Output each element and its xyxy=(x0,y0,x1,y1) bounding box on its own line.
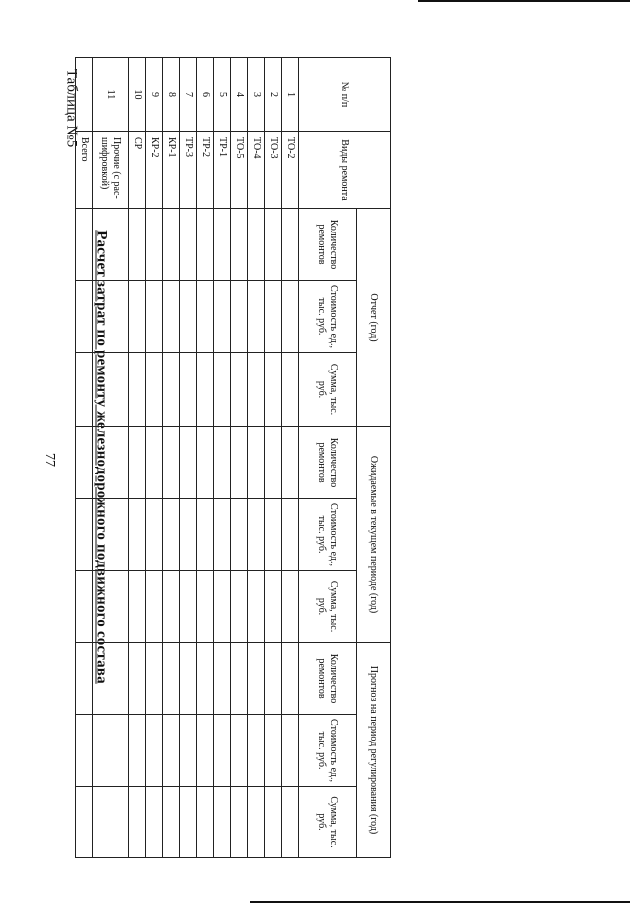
empty-value-cell xyxy=(197,209,214,281)
empty-value-cell xyxy=(163,715,180,787)
empty-value-cell xyxy=(248,787,265,858)
table-row xyxy=(93,58,129,858)
empty-value-cell xyxy=(93,787,129,858)
row-number-cell: 6 xyxy=(197,58,214,132)
repair-kind-cell: КР-2 xyxy=(146,132,163,209)
empty-value-cell xyxy=(231,499,248,571)
empty-value-cell xyxy=(248,643,265,715)
empty-value-cell xyxy=(248,209,265,281)
header-forecast-sum: Сумма, тыс. руб. xyxy=(299,787,357,858)
empty-value-cell xyxy=(231,643,248,715)
table-row xyxy=(163,58,180,858)
empty-value-cell xyxy=(129,209,146,281)
empty-value-cell xyxy=(231,281,248,353)
header-repair-kind: Виды ремонта xyxy=(299,132,391,209)
empty-value-cell xyxy=(163,281,180,353)
table-row xyxy=(231,58,248,858)
empty-value-cell xyxy=(214,209,231,281)
empty-value-cell xyxy=(129,499,146,571)
empty-value-cell xyxy=(180,715,197,787)
table-row xyxy=(76,58,93,858)
table-row xyxy=(129,58,146,858)
repair-kind-cell: ТР-1 xyxy=(214,132,231,209)
row-number-cell: 10 xyxy=(129,58,146,132)
empty-value-cell xyxy=(231,571,248,643)
empty-value-cell xyxy=(214,715,231,787)
empty-value-cell xyxy=(282,715,299,787)
empty-value-cell xyxy=(214,427,231,499)
empty-value-cell xyxy=(146,643,163,715)
empty-value-cell xyxy=(163,209,180,281)
empty-value-cell xyxy=(146,715,163,787)
empty-value-cell xyxy=(146,209,163,281)
top-edge-line xyxy=(418,0,630,2)
empty-value-cell xyxy=(93,353,129,427)
empty-value-cell xyxy=(76,281,93,353)
empty-value-cell xyxy=(214,571,231,643)
empty-value-cell xyxy=(76,209,93,281)
empty-value-cell xyxy=(214,281,231,353)
empty-value-cell xyxy=(282,571,299,643)
empty-value-cell xyxy=(265,209,282,281)
empty-value-cell xyxy=(282,427,299,499)
empty-value-cell xyxy=(146,427,163,499)
empty-value-cell xyxy=(265,281,282,353)
row-number-cell: 9 xyxy=(146,58,163,132)
repair-kind-cell: ТО-3 xyxy=(265,132,282,209)
empty-value-cell xyxy=(129,643,146,715)
empty-value-cell xyxy=(248,715,265,787)
header-report-sum: Сумма, тыс. руб. xyxy=(299,353,357,427)
empty-value-cell xyxy=(93,571,129,643)
row-number-cell: 1 xyxy=(282,58,299,132)
empty-value-cell xyxy=(197,281,214,353)
empty-value-cell xyxy=(231,787,248,858)
empty-value-cell xyxy=(129,281,146,353)
empty-value-cell xyxy=(129,715,146,787)
empty-value-cell xyxy=(180,643,197,715)
empty-value-cell xyxy=(265,353,282,427)
empty-value-cell xyxy=(146,499,163,571)
empty-value-cell xyxy=(214,499,231,571)
empty-value-cell xyxy=(93,281,129,353)
empty-value-cell xyxy=(265,571,282,643)
repair-kind-cell: СР xyxy=(129,132,146,209)
empty-value-cell xyxy=(265,787,282,858)
empty-value-cell xyxy=(180,353,197,427)
empty-value-cell xyxy=(214,643,231,715)
empty-value-cell xyxy=(76,571,93,643)
empty-value-cell xyxy=(129,571,146,643)
row-number-cell xyxy=(76,58,93,132)
empty-value-cell xyxy=(265,427,282,499)
empty-value-cell xyxy=(197,427,214,499)
document-title: Расчет затрат по ремонту железнодорожного подвижного состава xyxy=(93,230,110,684)
header-report-unit-cost: Стоимость ед., тыс. руб. xyxy=(299,281,357,353)
empty-value-cell xyxy=(231,353,248,427)
header-expected-unit-cost: Стоимость ед., тыс. руб. xyxy=(299,499,357,571)
empty-value-cell xyxy=(129,787,146,858)
page-number: 77 xyxy=(42,453,57,467)
repair-kind-cell: Всего xyxy=(76,132,93,209)
empty-value-cell xyxy=(76,787,93,858)
empty-value-cell xyxy=(248,353,265,427)
empty-value-cell xyxy=(265,499,282,571)
empty-value-cell xyxy=(231,427,248,499)
empty-value-cell xyxy=(180,571,197,643)
empty-value-cell xyxy=(282,281,299,353)
repair-kind-cell: ТО-2 xyxy=(282,132,299,209)
empty-value-cell xyxy=(93,715,129,787)
empty-value-cell xyxy=(265,715,282,787)
empty-value-cell xyxy=(93,499,129,571)
empty-value-cell xyxy=(129,353,146,427)
empty-value-cell xyxy=(146,281,163,353)
empty-value-cell xyxy=(76,353,93,427)
repair-kind-cell: ТР-2 xyxy=(197,132,214,209)
empty-value-cell xyxy=(248,571,265,643)
empty-value-cell xyxy=(248,281,265,353)
empty-value-cell xyxy=(93,643,129,715)
empty-value-cell xyxy=(163,787,180,858)
row-number-cell: 5 xyxy=(214,58,231,132)
empty-value-cell xyxy=(163,427,180,499)
header-group-report: Отчет (год) xyxy=(357,209,391,427)
empty-value-cell xyxy=(163,353,180,427)
header-group-forecast: Прогноз на период регулирования (год) xyxy=(357,643,391,858)
empty-value-cell xyxy=(146,787,163,858)
row-number-cell: 7 xyxy=(180,58,197,132)
table-row xyxy=(282,58,299,858)
header-group-expected: Ожидаемые в текущем периоде (год) xyxy=(357,427,391,643)
table-row xyxy=(146,58,163,858)
repair-kind-cell: КР-1 xyxy=(163,132,180,209)
repair-kind-cell: ТО-4 xyxy=(248,132,265,209)
header-forecast-unit-cost: Стоимость ед., тыс. руб. xyxy=(299,715,357,787)
header-report-count: Количество ремонтов xyxy=(299,209,357,281)
header-forecast-count: Количество ремонтов xyxy=(299,643,357,715)
table-row xyxy=(214,58,231,858)
empty-value-cell xyxy=(163,499,180,571)
empty-value-cell xyxy=(180,209,197,281)
empty-value-cell xyxy=(93,427,129,499)
row-number-cell: 2 xyxy=(265,58,282,132)
empty-value-cell xyxy=(197,787,214,858)
row-number-cell: 8 xyxy=(163,58,180,132)
empty-value-cell xyxy=(282,209,299,281)
empty-value-cell xyxy=(282,353,299,427)
empty-value-cell xyxy=(231,715,248,787)
empty-value-cell xyxy=(76,499,93,571)
row-number-cell: 11 xyxy=(93,58,129,132)
empty-value-cell xyxy=(163,571,180,643)
repair-kind-cell: ТО-5 xyxy=(231,132,248,209)
table-row xyxy=(180,58,197,858)
empty-value-cell xyxy=(282,499,299,571)
empty-value-cell xyxy=(180,787,197,858)
empty-value-cell xyxy=(146,353,163,427)
empty-value-cell xyxy=(76,715,93,787)
empty-value-cell xyxy=(197,499,214,571)
empty-value-cell xyxy=(163,643,180,715)
repair-cost-table xyxy=(75,57,391,858)
empty-value-cell xyxy=(180,281,197,353)
table-row xyxy=(265,58,282,858)
empty-value-cell xyxy=(214,353,231,427)
empty-value-cell xyxy=(197,571,214,643)
empty-value-cell xyxy=(180,499,197,571)
empty-value-cell xyxy=(282,787,299,858)
row-number-cell: 4 xyxy=(231,58,248,132)
empty-value-cell xyxy=(197,353,214,427)
table-row xyxy=(248,58,265,858)
header-expected-sum: Сумма, тыс. руб. xyxy=(299,571,357,643)
empty-value-cell xyxy=(129,427,146,499)
empty-value-cell xyxy=(180,427,197,499)
empty-value-cell xyxy=(146,571,163,643)
bottom-edge-line xyxy=(250,901,630,903)
empty-value-cell xyxy=(231,209,248,281)
empty-value-cell xyxy=(248,499,265,571)
header-number: № п/п xyxy=(299,58,391,132)
empty-value-cell xyxy=(76,427,93,499)
table-label: Таблица №5 xyxy=(63,68,80,148)
empty-value-cell xyxy=(248,427,265,499)
empty-value-cell xyxy=(197,715,214,787)
empty-value-cell xyxy=(214,787,231,858)
row-number-cell: 3 xyxy=(248,58,265,132)
empty-value-cell xyxy=(282,643,299,715)
empty-value-cell xyxy=(265,643,282,715)
header-expected-count: Количество ремонтов xyxy=(299,427,357,499)
empty-value-cell xyxy=(197,643,214,715)
empty-value-cell xyxy=(76,643,93,715)
table-row xyxy=(197,58,214,858)
repair-kind-cell: Прочие (с рас-шифровкой) xyxy=(93,132,129,209)
empty-value-cell xyxy=(93,209,129,281)
repair-kind-cell: ТР-3 xyxy=(180,132,197,209)
